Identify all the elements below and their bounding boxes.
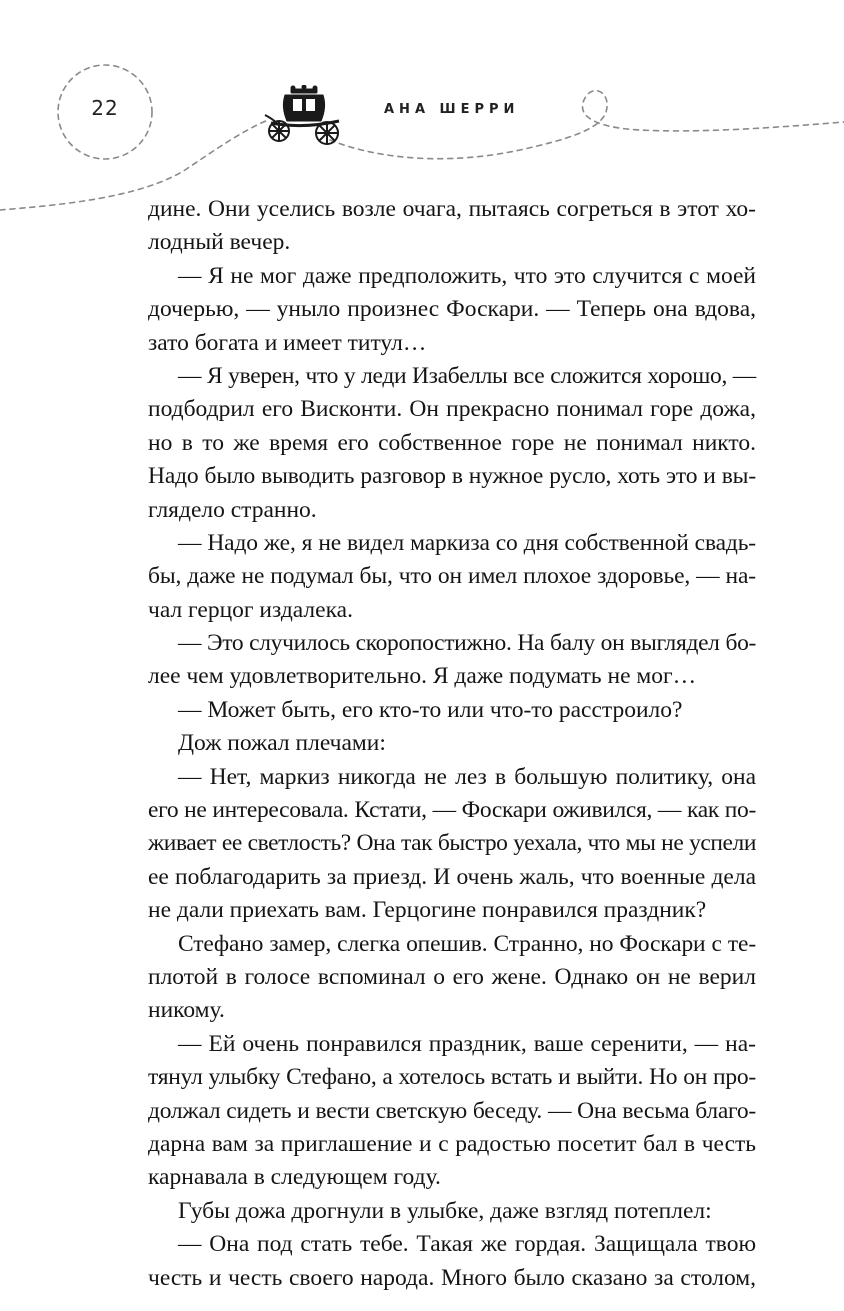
text-line: — Нет, маркиз никогда не лез в большую политику, она — [178, 763, 756, 790]
text-line: дине. Они уселись возле очага, пытаясь согреться в этот хо- — [148, 196, 756, 222]
text-line: не дали приехать вам. Герцогине понравился праздник? — [148, 897, 707, 924]
carriage-icon — [263, 85, 345, 147]
text-line: тянул улыбку Стефано, а хотелось встать и выйти. Но он про- — [148, 1064, 756, 1091]
text-line: карнавала в следующем году. — [148, 1164, 441, 1191]
text-line: должал сидеть и вести светскую беседу. — Она весьма благо- — [148, 1097, 756, 1124]
text-line: — Ей очень понравился праздник, ваше серенити, — на- — [178, 1030, 756, 1057]
text-line: его не интересовала. Кстати, — Фоскари оживился, — как по- — [148, 797, 756, 824]
text-line: — Она под стать тебе. Такая же гордая. Защищала твою — [178, 1231, 756, 1258]
text-line: никому. — [148, 997, 225, 1024]
text-line: подбодрил его Висконти. Он прекрасно понимал горе дожа, — [148, 396, 756, 423]
text-line: чал герцог издалека. — [148, 596, 353, 623]
page-body-text — [148, 193, 756, 1295]
dashed-line-right — [330, 91, 844, 159]
text-line: бы, даже не подумал бы, что он имел плохое здоровье, — на- — [148, 563, 756, 590]
text-line: Надо было выводить разговор в нужное русло, хоть это и вы- — [148, 463, 756, 490]
text-line: — Надо же, я не видел маркиза со дня собственной свадь- — [178, 529, 756, 556]
text-line: Губы дожа дрогнули в улыбке, даже взгляд потеплел: — [178, 1197, 712, 1224]
text-line: плотой в голосе вспоминал о его жене. Однако он не верил — [148, 963, 756, 990]
text-line: — Я не мог даже предположить, что это случится с моей — [178, 262, 756, 289]
text-line: дочерью, — уныло произнес Фоскари. — Теперь она вдова, — [148, 296, 756, 323]
text-line: ее поблагодарить за приезд. И очень жаль, что военные дела — [148, 863, 756, 890]
running-head-author: АНА ШЕРРИ — [384, 102, 520, 117]
page-number: 22 — [91, 96, 119, 120]
text-line: дарна вам за приглашение и с радостью посетит бал в честь — [148, 1130, 756, 1157]
text-line: — Это случилось скоропостижно. На балу он выглядел бо- — [178, 630, 756, 657]
text-line: живает ее светлость? Она так быстро уехала, что мы не успели — [148, 830, 756, 857]
text-line: но в то же время его собственное горе не понимал никто. — [148, 429, 756, 456]
text-line: зато богата и имеет титул… — [148, 329, 427, 356]
text-line: лодный вечер. — [148, 229, 291, 256]
text-line: Дож пожал плечами: — [178, 730, 386, 757]
text-line: — Может быть, его кто-то или что-то расстроило? — [178, 696, 683, 723]
text-line: Стефано замер, слегка опешив. Странно, но Фоскари с те- — [178, 930, 756, 957]
text-line: лее чем удовлетворительно. Я даже подумать не мог… — [148, 663, 697, 690]
text-line: честь и честь своего народа. Много было сказано за столом, — [148, 1264, 756, 1291]
text-line: — Я уверен, что у леди Изабеллы все сложится хорошо, — — [178, 362, 756, 389]
text-line: глядело странно. — [148, 496, 317, 523]
